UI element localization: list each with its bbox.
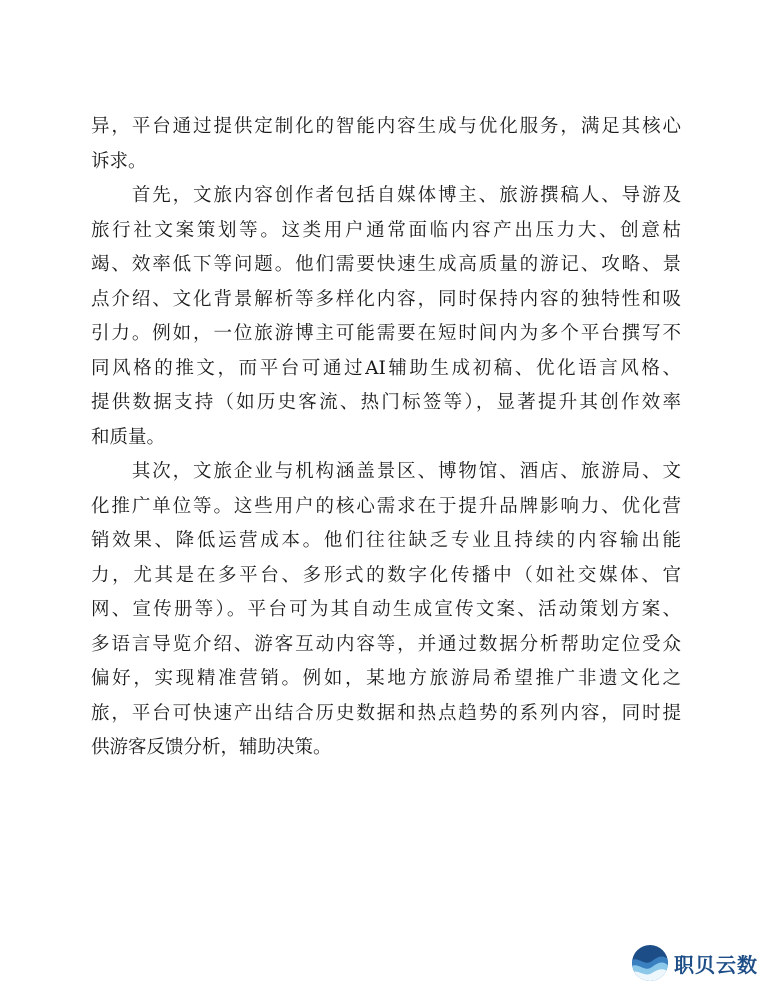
text-line: 供游客反馈分析，辅助决策。	[91, 737, 332, 758]
text-line: 力，尤其是在多平台、多形式的数字化传播中（如社交媒体、官	[91, 564, 681, 586]
text-line: 网、宣传册等）。平台可为其自动生成宣传文案、活动策划方案、	[91, 599, 681, 620]
text-line: 多语言导览介绍、游客互动内容等，并通过数据分析帮助定位受众	[91, 633, 681, 655]
text-line: 竭、效率低下等问题。他们需要快速生成高质量的游记、攻略、景	[91, 254, 681, 275]
text-line: 首先，文旅内容创作者包括自媒体博主、旅游撰稿人、导游及	[91, 185, 681, 206]
text-line: 旅行社文案策划等。这类用户通常面临内容产出压力大、创意枯	[91, 219, 681, 241]
brand-watermark	[630, 943, 762, 983]
text-line: 异，平台通过提供定制化的智能内容生成与优化服务，满足其核心	[91, 116, 681, 137]
brand-name-text: 职贝云数	[674, 952, 758, 977]
text-line: 销效果、降低运营成本。他们往往缺乏专业且持续的内容输出能	[91, 530, 681, 551]
text-line: 其次，文旅企业与机构涵盖景区、博物馆、酒店、旅游局、文	[91, 461, 681, 482]
text-line: 点介绍、文化背景解析等多样化内容，同时保持内容的独特性和吸	[91, 288, 681, 310]
text-line: 诉求。	[91, 150, 147, 172]
text-line: 旅，平台可快速产出结合历史数据和热点趋势的系列内容，同时提	[91, 702, 681, 724]
wave-globe-logo-icon	[630, 943, 670, 983]
document-body	[91, 110, 681, 766]
text-line: 提供数据支持（如历史客流、热门标签等），显著提升其创作效率	[91, 392, 681, 413]
text-line: 化推广单位等。这些用户的核心需求在于提升品牌影响力、优化营	[91, 495, 681, 517]
text-line: 同风格的推文，而平台可通过AI辅助生成初稿、优化语言风格、	[91, 357, 681, 379]
text-line: 和质量。	[91, 426, 166, 448]
text-line: 偏好，实现精准营销。例如，某地方旅游局希望推广非遗文化之	[91, 668, 681, 689]
text-line: 引力。例如，一位旅游博主可能需要在短时间内为多个平台撰写不	[91, 323, 681, 344]
